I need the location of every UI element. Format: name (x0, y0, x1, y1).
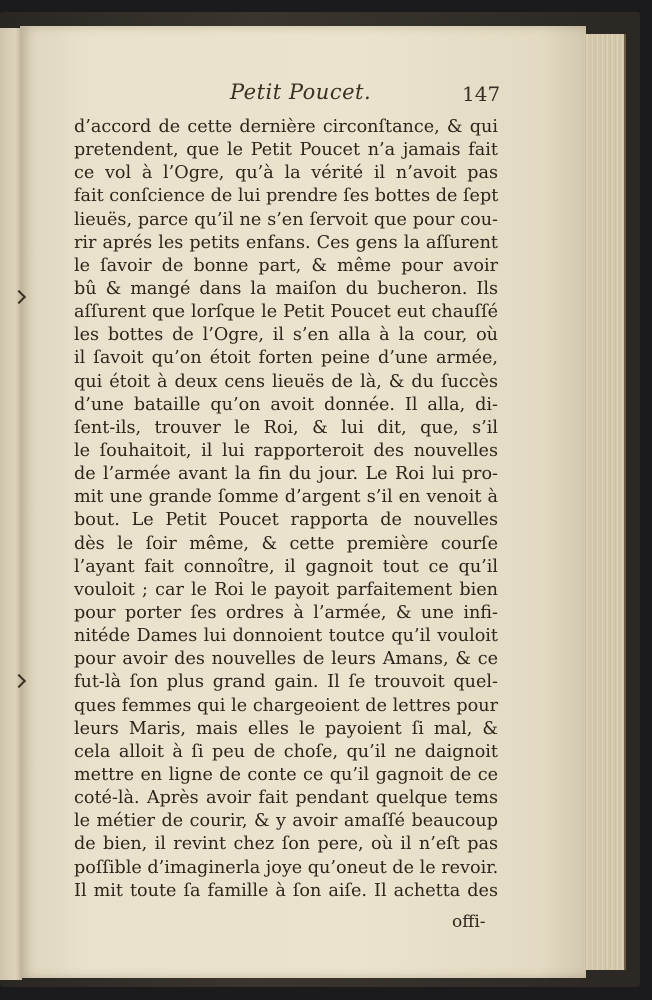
text-line: mit une grande ſomme d’argent s’il en venoit à (74, 487, 498, 508)
page-header (20, 78, 586, 108)
text-line: de bien, il revint chez ſon pere, où il n’eſt pas (74, 834, 498, 855)
text-line: ce vol à l’Ogre, qu’à la vérité il n’avoit pas (74, 163, 498, 184)
text-line: cela alloit à ſi peu de choſe, qu’il ne daignoit (74, 741, 498, 762)
text-line: de l’armée avant la fin du jour. Le Roi lui pro- (74, 464, 498, 485)
text-line: ſent-ils, trouver le Roi, & lui dit, que, s’il (74, 417, 498, 438)
catchword: offi- (452, 912, 486, 932)
text-line: qui étoit à deux cens lieuës de là, & du ſuccès (74, 371, 498, 392)
text-line: pour avoir des nouvelles de leurs Amans, & ce (74, 649, 498, 670)
text-line: poſſible d’imaginerla joye qu’oneut de le revoir. (74, 857, 499, 878)
text-line: bû & mangé dans la maiſon du bucheron. Ils (74, 278, 498, 299)
text-line: le ſouhaitoit, il lui rapporteroit des nouvelles (74, 440, 498, 461)
text-line: leurs Maris, mais elles le payoient ſi mal, & (74, 718, 498, 739)
text-line: coté-là. Après avoir fait pendant quelque tems (74, 788, 498, 809)
text-line: le métier de courir, & y avoir amaſſé beaucoup (74, 811, 498, 832)
running-title: Petit Poucet. (230, 80, 372, 104)
text-line: fait conſcience de lui prendre ſes bottes de ſept (74, 186, 499, 207)
page-number: 147 (462, 82, 501, 106)
text-line: bout. Le Petit Poucet rapporta de nouvelles (74, 510, 498, 531)
text-line: rir aprés les petits enfans. Ces gens la aſſurent (74, 232, 498, 253)
text-line: Il mit toute ſa famille à ſon aiſe. Il achetta des (74, 880, 498, 901)
left-page-edge (0, 28, 22, 980)
text-line: vouloit ; car le Roi le payoit parfaitement bien (74, 579, 498, 600)
text-line: dès le ſoir même, & cette première courſe (74, 533, 498, 554)
text-line: pour porter ſes ordres à l’armée, & une infi- (74, 602, 498, 623)
text-line: le ſavoir de bonne part, & même pour avoir (74, 255, 498, 276)
text-line: lieuës, parce qu’il ne s’en ſervoit que pour cou- (74, 209, 498, 230)
text-line: pretendent, que le Petit Poucet n’a jamais fait (74, 140, 498, 161)
text-line: il ſavoit qu’on étoit forten peine d’une armée, (74, 348, 498, 369)
page-edges (584, 34, 626, 970)
text-line: les bottes de l’Ogre, il s’en alla à la cour, où (74, 325, 498, 346)
text-line: mettre en ligne de conte ce qu’il gagnoit de ce (74, 764, 498, 785)
text-line: l’ayant fait connoître, il gagnoit tout ce qu’il (74, 556, 498, 577)
text-line: ques femmes qui le chargeoient de lettres pour (74, 695, 498, 716)
text-line: nitéde Dames lui donnoient toutce qu’il vouloit (74, 626, 498, 647)
body-text (74, 116, 498, 903)
text-line: aſſurent que lorſque le Petit Poucet eut chauſſé (74, 302, 498, 323)
text-line: d’accord de cette dernière circonſtance, & qui (74, 117, 498, 137)
text-line: fut-là ſon plus grand gain. Il ſe trouvoit quel- (74, 672, 498, 693)
text-line: d’une bataille qu’on avoit donnée. Il alla, di- (74, 394, 498, 415)
